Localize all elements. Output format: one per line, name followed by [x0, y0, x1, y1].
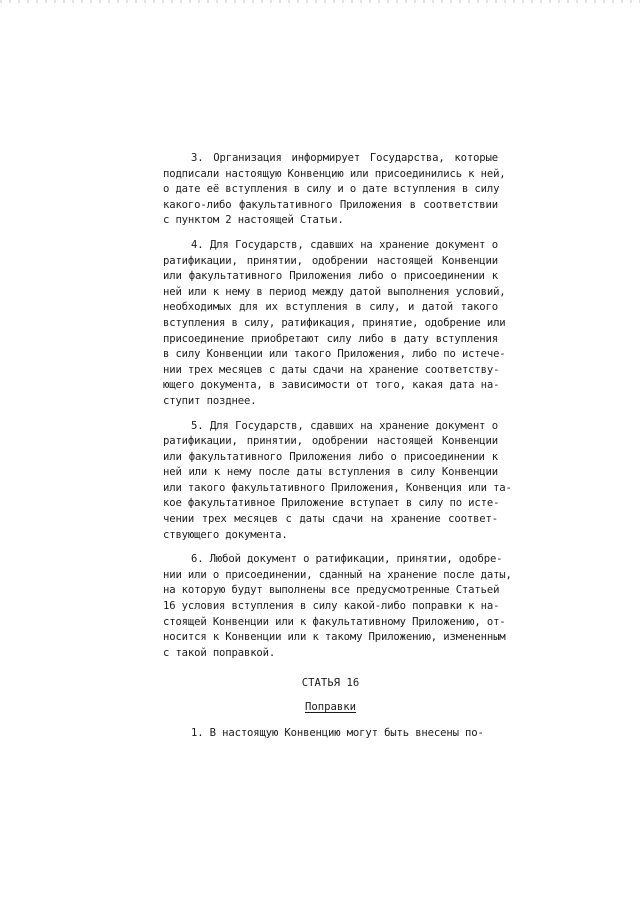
document-body	[163, 151, 512, 750]
text-line: в силу Конвенции или такого Приложения, либо по истече-	[163, 348, 506, 361]
text-line: ней или к нему в период между датой выполнения условий,	[163, 285, 506, 298]
paragraph-5	[163, 419, 512, 544]
text-line: чении трех месяцев с даты сдачи на хранение соответ-	[163, 513, 498, 526]
text-line: на которую будут выполнены все предусмотренные Статьей	[163, 584, 500, 597]
text-line: носится к Конвенции или к такому Приложению, измененным	[163, 631, 506, 644]
text-line: кое факультативное Приложение вступает в силу по исте-	[163, 497, 500, 510]
text-line: 5. Для Государств, сдавших на хранение документ о	[191, 419, 498, 432]
text-line: или такого факультативного Приложения, Конвенция или та-	[163, 481, 512, 494]
scan-edge-artifact	[0, 0, 640, 3]
text-line: с пунктом 2 настоящей Статьи.	[163, 214, 344, 227]
text-line: ней или к нему после даты вступления в силу Конвенции	[163, 466, 498, 479]
text-line: вступления в силу, ратификация, принятие, одобрение или	[163, 316, 506, 329]
article-subtitle: Поправки	[304, 701, 357, 713]
text-line: подписали настоящую Конвенцию или присоединились к ней,	[163, 167, 506, 180]
article-title: СТАТЬЯ 16	[301, 677, 360, 690]
text-line: ратификации, принятии, одобрении настоящей Конвенции	[163, 435, 498, 448]
paragraph-3	[163, 151, 506, 229]
text-line: нии или о присоединении, сданный на хранение после даты,	[163, 568, 512, 581]
text-line: 4. Для Государств, сдавших на хранение документ о	[191, 238, 498, 251]
text-line: или факультативного Приложения либо о присоединении к	[163, 270, 498, 283]
text-line: ствующего документа.	[163, 528, 288, 541]
text-line: какого-либо факультативного Приложения в соответствии	[163, 198, 498, 211]
text-line: 16 условия вступления в силу какой-либо поправки к на-	[163, 600, 500, 613]
paragraph-6	[163, 552, 512, 661]
text-line: 1. В настоящую Конвенцию могут быть внесены по-	[191, 726, 484, 739]
paragraph-amendments-1	[163, 726, 498, 742]
paragraph-4	[163, 238, 506, 410]
text-line: 3. Организация информирует Государства, которые	[191, 152, 498, 164]
text-line: стоящей Конвенции или к факультативному Приложению, от-	[163, 615, 506, 628]
text-line: о дате её вступления в силу и о дате вступления в силу	[163, 183, 500, 196]
text-line: ратификации, принятии, одобрении настоящей Конвенции	[163, 254, 498, 267]
text-line: нии трех месяцев с даты сдачи на хранение соответству-	[163, 363, 500, 376]
text-line: 6. Любой документ о ратификации, принятии, одобре-	[191, 553, 503, 566]
text-line: присоединение приобретают силу либо в дату вступления	[163, 332, 498, 345]
text-line: или факультативного Приложения либо о присоединении к	[163, 450, 498, 463]
text-line: с такой поправкой.	[163, 646, 276, 659]
text-line: необходимых для их вступления в силу, и датой такого	[163, 301, 498, 314]
text-line: ступит позднее.	[163, 394, 257, 407]
text-line: ющего документа, в зависимости от того, какая дата на-	[163, 379, 500, 392]
